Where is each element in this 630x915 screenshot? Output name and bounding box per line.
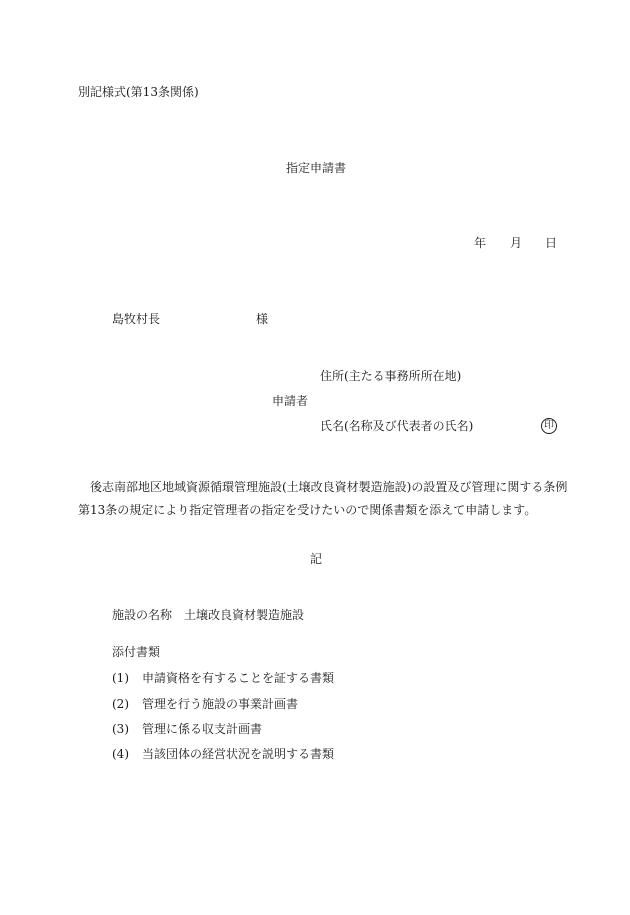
attachment-number: (4) <box>112 747 129 761</box>
addressee-name: 島牧村長 <box>112 312 161 326</box>
addressee-honorific: 様 <box>256 312 269 326</box>
applicant-name-label: 氏名(名称及び代表者の氏名) <box>320 419 474 433</box>
seal-mark: 印 <box>541 418 557 434</box>
attachment-number: (2) <box>112 697 129 711</box>
attachment-text: 当該団体の経営状況を説明する書類 <box>142 747 335 761</box>
applicant-role-label: 申請者 <box>272 394 309 408</box>
attachment-number: (1) <box>112 671 129 685</box>
document-title: 指定申請書 <box>286 161 347 175</box>
attachment-text: 申請資格を有することを証する書類 <box>142 671 335 685</box>
ki-heading: 記 <box>310 552 323 566</box>
facility-label: 施設の名称 <box>112 608 173 622</box>
attachment-text: 管理に係る収支計画書 <box>142 722 263 736</box>
attachment-number: (3) <box>112 722 129 736</box>
application-body-text: 後志南部地区地域資源循環管理施設(土壌改良資材製造施設)の設置及び管理に関する条例第13条の規定により指定管理者の指定を受けたいので関係書類を添えて申請します。 <box>78 480 568 517</box>
facility-value: 土壌改良資材製造施設 <box>184 608 305 622</box>
date-day-label: 日 <box>545 236 558 250</box>
attachments-heading: 添付書類 <box>112 645 161 659</box>
date-year-label: 年 <box>474 236 487 250</box>
applicant-address-label: 住所(主たる事務所所在地) <box>320 369 462 383</box>
attachment-text: 管理を行う施設の事業計画書 <box>142 697 299 711</box>
form-reference: 別記様式(第13条関係) <box>78 85 199 99</box>
date-month-label: 月 <box>510 236 523 250</box>
